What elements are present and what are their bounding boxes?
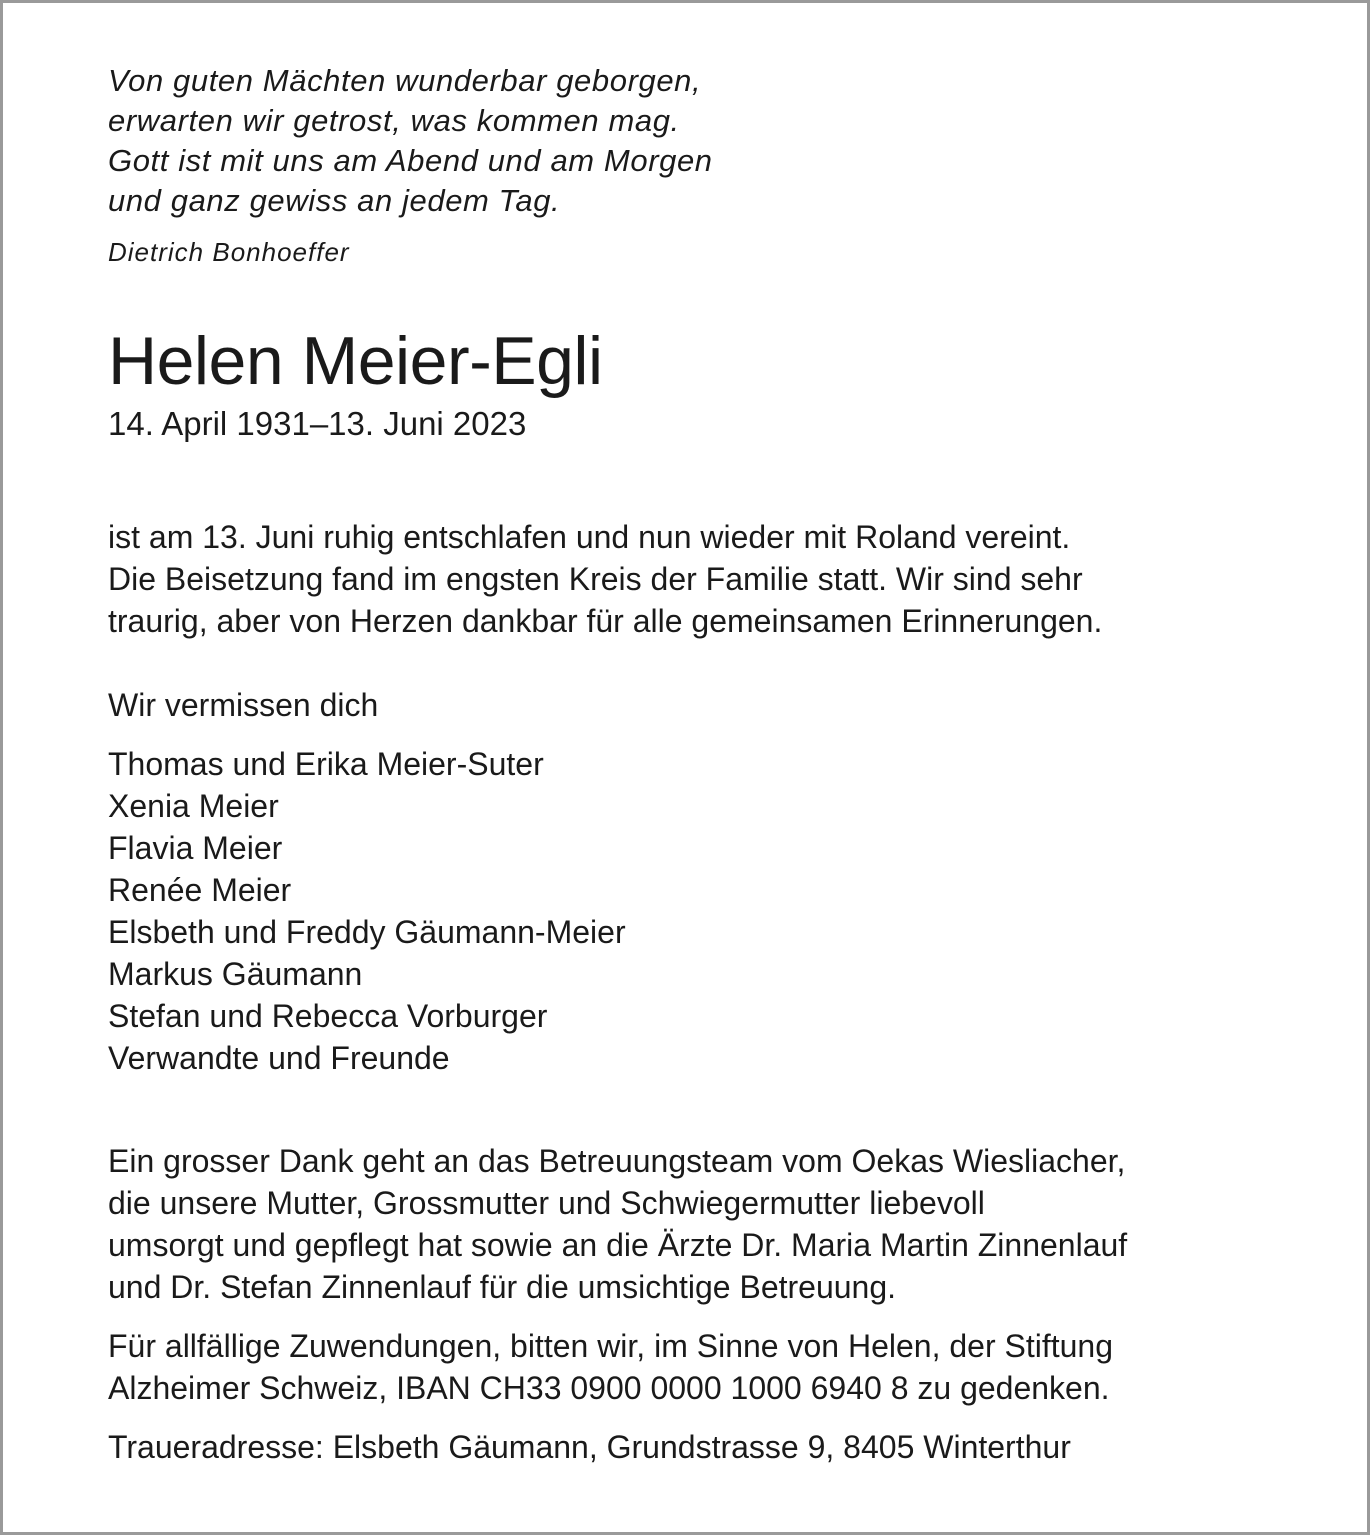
mourner-name: Stefan und Rebecca Vorburger — [108, 998, 548, 1034]
thanks-paragraph — [108, 1140, 1307, 1308]
quote-line: und ganz gewiss an jedem Tag. — [108, 183, 561, 218]
mourner-name: Thomas und Erika Meier-Suter — [108, 746, 544, 782]
thanks-line: die unsere Mutter, Grossmutter und Schwiegermutter liebevoll — [108, 1185, 985, 1221]
intro-line: traurig, aber von Herzen dankbar für alle gemeinsamen Erinnerungen. — [108, 603, 1103, 639]
intro-paragraph — [108, 516, 1307, 642]
intro-line: ist am 13. Juni ruhig entschlafen und nun wieder mit Roland vereint. — [108, 519, 1071, 555]
mourning-address: Traueradresse: Elsbeth Gäumann, Grundstrasse 9, 8405 Winterthur — [108, 1429, 1071, 1465]
mourners-list — [108, 743, 1307, 1079]
mourner-name: Elsbeth und Freddy Gäumann-Meier — [108, 914, 626, 950]
thanks-line: und Dr. Stefan Zinnenlauf für die umsichtige Betreuung. — [108, 1269, 897, 1305]
quote-line: erwarten wir getrost, was kommen mag. — [108, 103, 680, 138]
mourner-name: Markus Gäumann — [108, 956, 363, 992]
donation-line: Alzheimer Schweiz, IBAN CH33 0900 0000 1000 6940 8 zu gedenken. — [108, 1370, 1110, 1406]
quote-author: Dietrich Bonhoeffer — [108, 237, 350, 267]
life-dates: 14. April 1931–13. Juni 2023 — [108, 405, 527, 442]
mourner-name: Verwandte und Freunde — [108, 1040, 450, 1076]
mourner-name: Flavia Meier — [108, 830, 283, 866]
miss-you-line: Wir vermissen dich — [108, 687, 379, 723]
mourner-name: Xenia Meier — [108, 788, 279, 824]
quote-line: Gott ist mit uns am Abend und am Morgen — [108, 143, 713, 178]
intro-line: Die Beisetzung fand im engsten Kreis der Familie statt. Wir sind sehr — [108, 561, 1083, 597]
obituary-content — [108, 61, 1307, 1468]
deceased-name: Helen Meier-Egli — [108, 323, 603, 399]
mourner-name: Renée Meier — [108, 872, 292, 908]
thanks-line: Ein grosser Dank geht an das Betreuungsteam vom Oekas Wiesliacher, — [108, 1143, 1126, 1179]
quote-verse — [108, 61, 1307, 221]
donation-paragraph — [108, 1325, 1307, 1409]
quote-line: Von guten Mächten wunderbar geborgen, — [108, 63, 702, 98]
donation-line: Für allfällige Zuwendungen, bitten wir, im Sinne von Helen, der Stiftung — [108, 1328, 1113, 1364]
thanks-line: umsorgt und gepflegt hat sowie an die Ärzte Dr. Maria Martin Zinnenlauf — [108, 1227, 1128, 1263]
